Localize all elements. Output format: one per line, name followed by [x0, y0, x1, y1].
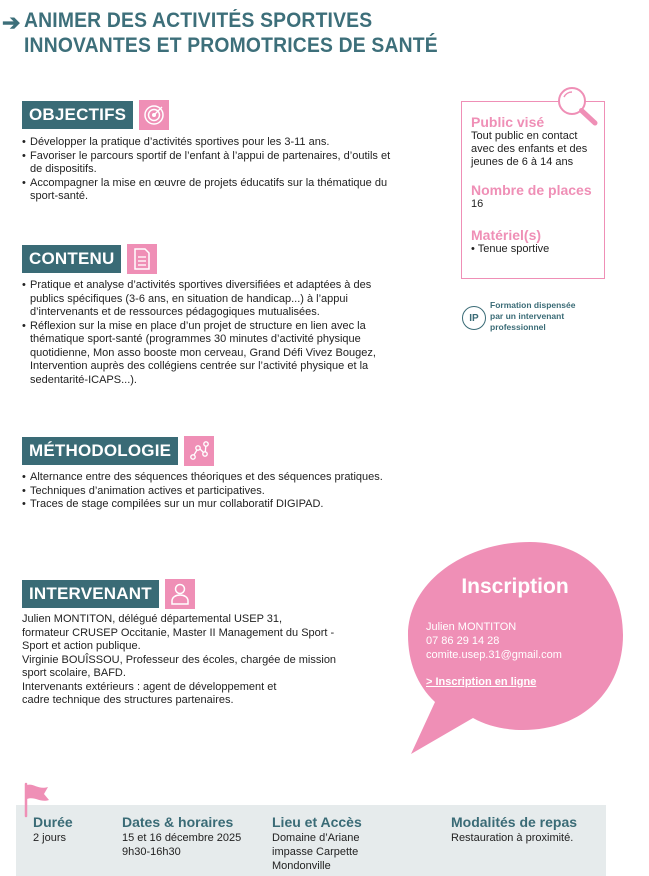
ip-note-line: professionnel: [490, 322, 546, 332]
intervenant-line: Julien MONTITON, délégué départemental USEP 31,: [22, 613, 283, 625]
intervenant-line: Virginie BOUÎSSOU, Professeur des écoles, chargée de mission: [22, 653, 337, 666]
intervenant-line: formateur CRUSEP Occitanie, Master II Management du Sport -: [22, 626, 335, 639]
list-item: • Accompagner la mise en œuvre de projets éducatifs sur la thématique du sport-santé.: [22, 177, 392, 204]
dates-line: 9h30-16h30: [122, 846, 181, 858]
contact-email[interactable]: comite.usep.31@gmail.com: [426, 649, 562, 661]
person-icon: [165, 579, 195, 609]
section-label: CONTENU: [22, 245, 121, 273]
flag-icon: [22, 782, 52, 818]
materiel-title: Matériel(s): [471, 227, 542, 243]
ip-note-line: Formation dispensée: [490, 300, 576, 310]
inscription-contact: [426, 620, 562, 662]
document-icon: [127, 244, 157, 274]
section-header-objectifs: [22, 100, 169, 130]
footer-lieu: [272, 814, 362, 873]
duree-value: 2 jours: [33, 832, 67, 844]
list-item: • Alternance entre des séquences théoriques et des séquences pratiques.: [22, 471, 422, 485]
objectifs-list: [22, 136, 392, 204]
magnifier-icon: [553, 84, 601, 128]
section-header-intervenant: [22, 579, 195, 609]
network-icon: [184, 436, 214, 466]
places-value: 16: [471, 198, 484, 210]
section-header-methodologie: [22, 436, 214, 466]
section-header-contenu: [22, 244, 157, 274]
methodologie-list: [22, 471, 422, 512]
contenu-list: [22, 279, 390, 387]
ip-note: [490, 300, 576, 333]
public-title: Public visé: [471, 114, 545, 130]
lieu-line: Mondonville: [272, 860, 331, 872]
dates-line: 15 et 16 décembre 2025: [122, 832, 242, 844]
intervenant-line: cadre technique des structures partenaires.: [22, 694, 234, 706]
lieu-title: Lieu et Accès: [272, 814, 362, 830]
title-arrow-icon: ➔: [2, 10, 21, 35]
lieu-line: impasse Carpette: [272, 846, 359, 858]
list-item: • Réflexion sur la mise en place d’un projet de structure en lien avec la thématique sport-santé (programmes 30 minutes d’activité physique quotidienne, Mon asso booste mon cerveau, Grand Défi Vivez Bougez, Intervention auprès des collégiens centrée sur l’activité physique et la sedentarité-ICAPS...).: [22, 320, 390, 388]
duree-title: Durée: [33, 814, 73, 830]
contact-phone[interactable]: 07 86 29 14 28: [426, 635, 500, 647]
inscription-link[interactable]: > Inscription en ligne: [426, 676, 537, 688]
places-title: Nombre de places: [471, 182, 592, 198]
page-title: ANIMER DES ACTIVITÉS SPORTIVES INNOVANTES ET PROMOTRICES DE SANTÉ: [24, 9, 438, 57]
ip-note-line: par un intervenant: [490, 311, 565, 321]
list-item: • Développer la pratique d’activités sportives pour les 3-11 ans.: [22, 136, 392, 150]
footer-dates: [122, 814, 241, 859]
section-label: MÉTHODOLOGIE: [22, 437, 178, 465]
materiel-item: • Tenue sportive: [471, 243, 550, 255]
repas-title: Modalités de repas: [451, 814, 578, 830]
intervenant-text: [22, 613, 336, 708]
section-label: INTERVENANT: [22, 580, 159, 608]
intervenant-line: sport scolaire, BAFD.: [22, 667, 126, 679]
ip-badge: IP: [462, 306, 486, 330]
repas-value: Restauration à proximité.: [451, 832, 574, 844]
footer-repas: [451, 814, 577, 845]
footer-duree: [33, 814, 73, 845]
intervenant-line: Sport et action publique.: [22, 640, 141, 652]
lieu-line: Domaine d’Ariane: [272, 832, 360, 844]
list-item: • Pratique et analyse d’activités sportives diversifiées et adaptées à des publics spécifiques (3-6 ans, en situation de handicap...) à l’appui d’intervenants et de ressources pédagogiques mutualisées.: [22, 279, 390, 320]
dates-title: Dates & horaires: [122, 814, 234, 830]
inscription-title: Inscription: [461, 575, 569, 598]
section-label: OBJECTIFS: [22, 101, 133, 129]
intervenant-line: Intervenants extérieurs : agent de développement et: [22, 680, 277, 693]
contact-name: Julien MONTITON: [426, 621, 517, 633]
public-text: Tout public en contact avec des enfants et des jeunes de 6 à 14 ans: [471, 130, 588, 168]
list-item: • Favoriser le parcours sportif de l’enfant à l’appui de partenaires, d’outils et de dispositifs.: [22, 150, 392, 177]
target-icon: [139, 100, 169, 130]
list-item: • Techniques d’animation actives et participatives.: [22, 485, 422, 499]
list-item: • Traces de stage compilées sur un mur collaboratif DIGIPAD.: [22, 498, 422, 512]
